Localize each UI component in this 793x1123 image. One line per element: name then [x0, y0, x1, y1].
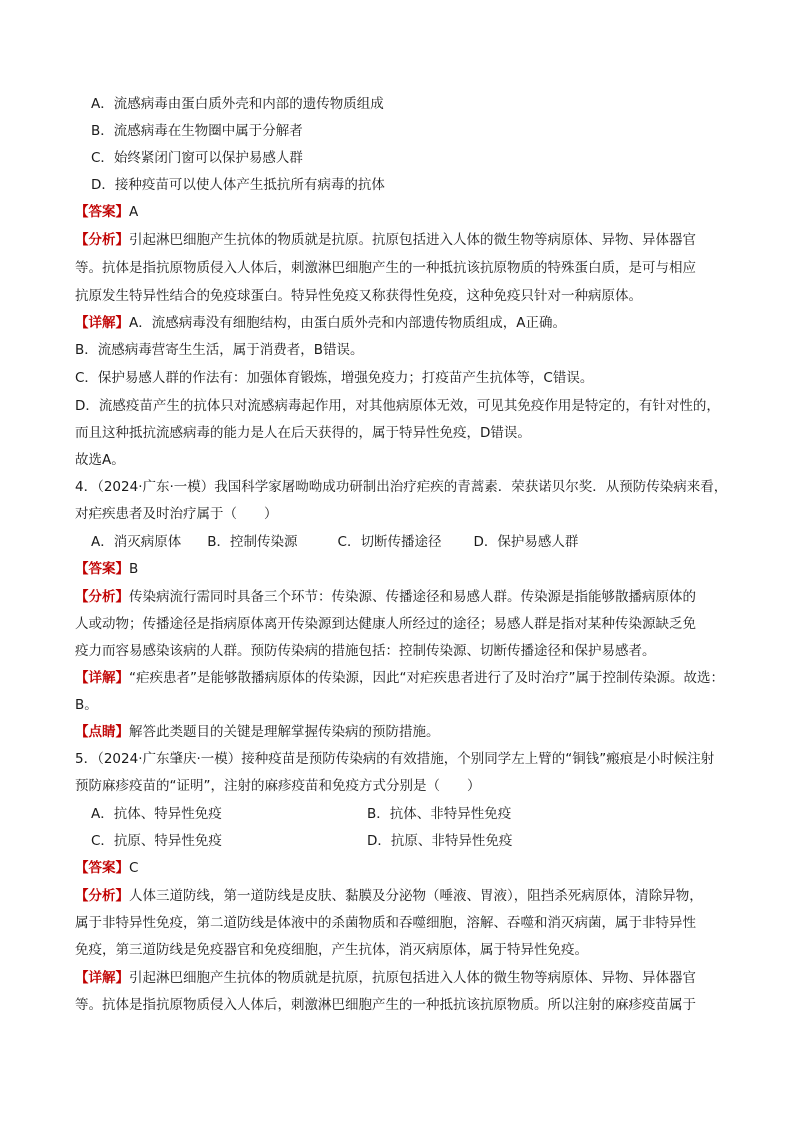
analysis-tag: 【分析】: [75, 888, 129, 904]
q4-analysis-line-1: [75, 588, 725, 606]
q5-option-b: B．抗体、非特异性免疫: [367, 806, 512, 822]
q4-stem-line-1: 4．（2024·广东·一模）我国科学家屠呦呦成功研制出治疗疟疾的青蒿素．荣获诺贝尔奖．从预防传染病来看，: [75, 479, 728, 495]
q4-analysis-line-3: 疫力而容易感染该病的人群。预防传染病的措施包括：控制传染源、切断传播途径和保护易感者。: [75, 643, 656, 659]
detail-text: A．流感病毒没有细胞结构，由蛋白质外壳和内部遗传物质组成，A正确。: [129, 315, 566, 331]
analysis-text: 引起淋巴细胞产生抗体的物质就是抗原。抗原包括进入人体的微生物等病原体、异物、异体器官: [129, 232, 696, 248]
detail-tag: 【详解】: [75, 315, 129, 331]
q4-options: [91, 533, 741, 551]
q3-detail-line-5: 而且这种抵抗流感病毒的能力是人在后天获得的，属于特异性免疫，D错误。: [75, 425, 531, 441]
answer-value: A: [129, 204, 139, 220]
answer-value: C: [129, 860, 139, 876]
answer-tag: 【答案】: [75, 204, 129, 220]
q5-options-row-2: [91, 832, 741, 850]
answer-tag: 【答案】: [75, 561, 129, 577]
q3-detail-line-6: 故选A。: [75, 452, 125, 468]
q4-comment: [75, 723, 725, 741]
analysis-text: 人体三道防线，第一道防线是皮肤、黏膜及分泌物（唾液、胃液），阻挡杀死病原体，清除异物，: [129, 888, 703, 904]
q3-detail-line-4: D．流感疫苗产生的抗体只对流感病毒起作用，对其他病原体无效，可见其免疫作用是特定的，有针对性的，: [75, 398, 720, 414]
comment-tag: 【点睛】: [75, 724, 129, 740]
q3-option-a: A．流感病毒由蛋白质外壳和内部的遗传物质组成: [91, 96, 384, 112]
q4-analysis-line-2: 人或动物；传播途径是指病原体离开传染源到达健康人所经过的途径；易感人群是指对某种传染源缺乏免: [75, 616, 696, 632]
q5-stem-line-2: 预防麻疹疫苗的“证明”，注射的麻疹疫苗和免疫方式分别是（ ）: [75, 778, 481, 794]
q3-option-b: B．流感病毒在生物圈中属于分解者: [91, 123, 303, 139]
q3-analysis-line-1: [75, 231, 725, 249]
q5-option-a: A．抗体、特异性免疫: [91, 806, 222, 822]
answer-value: B: [129, 561, 139, 577]
q3-option-d: D．接种疫苗可以使人体产生抵抗所有病毒的抗体: [91, 177, 385, 193]
q4-stem-line-2: 对疟疾患者及时治疗属于（ ）: [75, 506, 278, 522]
detail-text: 引起淋巴细胞产生抗体的物质就是抗原，抗原包括进入人体的微生物等病原体、异物、异体器官: [129, 970, 696, 986]
analysis-tag: 【分析】: [75, 232, 129, 248]
q5-option-d: D．抗原、非特异性免疫: [367, 833, 513, 849]
analysis-text: 传染病流行需同时具备三个环节：传染源、传播途径和易感人群。传染源是指能够散播病原体的: [129, 589, 696, 605]
q5-detail-line-2: 等。抗体是指抗原物质侵入人体后，刺激淋巴细胞产生的一种抵抗该抗原物质。所以注射的麻疹疫苗属于: [75, 997, 696, 1013]
q4-option-c: C．切断传播途径: [337, 534, 442, 550]
q5-options-row-1: [91, 805, 741, 823]
detail-text: “疟疾患者”是能够散播病原体的传染源，因此“对疟疾患者进行了及时治疗”属于控制传染源。故选：: [129, 670, 724, 686]
q5-stem-line-1: 5．（2024·广东肇庆·一模）接种疫苗是预防传染病的有效措施，个别同学左上臂的“铜钱”瘢痕是小时候注射: [75, 751, 715, 767]
q4-option-b: B．控制传染源: [207, 534, 298, 550]
q5-answer: [75, 859, 725, 877]
q3-analysis-line-2: 等。抗体是指抗原物质侵入人体后，刺激淋巴细胞产生的一种抵抗该抗原物质的特殊蛋白质，是可与相应: [75, 260, 696, 276]
analysis-tag: 【分析】: [75, 589, 129, 605]
q3-answer: [75, 203, 725, 221]
q3-detail-line-3: C．保护易感人群的作法有：加强体育锻炼，增强免疫力；打疫苗产生抗体等，C错误。: [75, 370, 594, 386]
q4-detail-line-2: B。: [75, 697, 98, 713]
q3-detail-line-2: B．流感病毒营寄生生活，属于消费者，B错误。: [75, 342, 364, 358]
detail-tag: 【详解】: [75, 970, 129, 986]
detail-tag: 【详解】: [75, 670, 129, 686]
q5-analysis-line-1: [75, 887, 725, 905]
comment-text: 解答此类题目的关键是理解掌握传染病的预防措施。: [129, 724, 440, 740]
q3-option-c: C．始终紧闭门窗可以保护易感人群: [91, 150, 303, 166]
q5-analysis-line-2: 属于非特异性免疫，第二道防线是体液中的杀菌物质和吞噬细胞，溶解、吞噬和消灭病菌，属于非特异性: [75, 915, 696, 931]
q5-detail-line-1: [75, 969, 725, 987]
q3-detail-line-1: [75, 314, 725, 332]
q5-analysis-line-3: 免疫，第三道防线是免疫器官和免疫细胞，产生抗体，消灭病原体，属于特异性免疫。: [75, 942, 588, 958]
answer-tag: 【答案】: [75, 860, 129, 876]
q4-answer: [75, 560, 725, 578]
q4-option-a: A．消灭病原体: [91, 534, 182, 550]
q4-option-d: D．保护易感人群: [473, 534, 579, 550]
q5-option-c: C．抗原、特异性免疫: [91, 833, 222, 849]
q3-analysis-line-3: 抗原发生特异性结合的免疫球蛋白。特异性免疫又称获得性免疫，这种免疫只针对一种病原体。: [75, 288, 642, 304]
q4-detail-line-1: [75, 669, 725, 687]
